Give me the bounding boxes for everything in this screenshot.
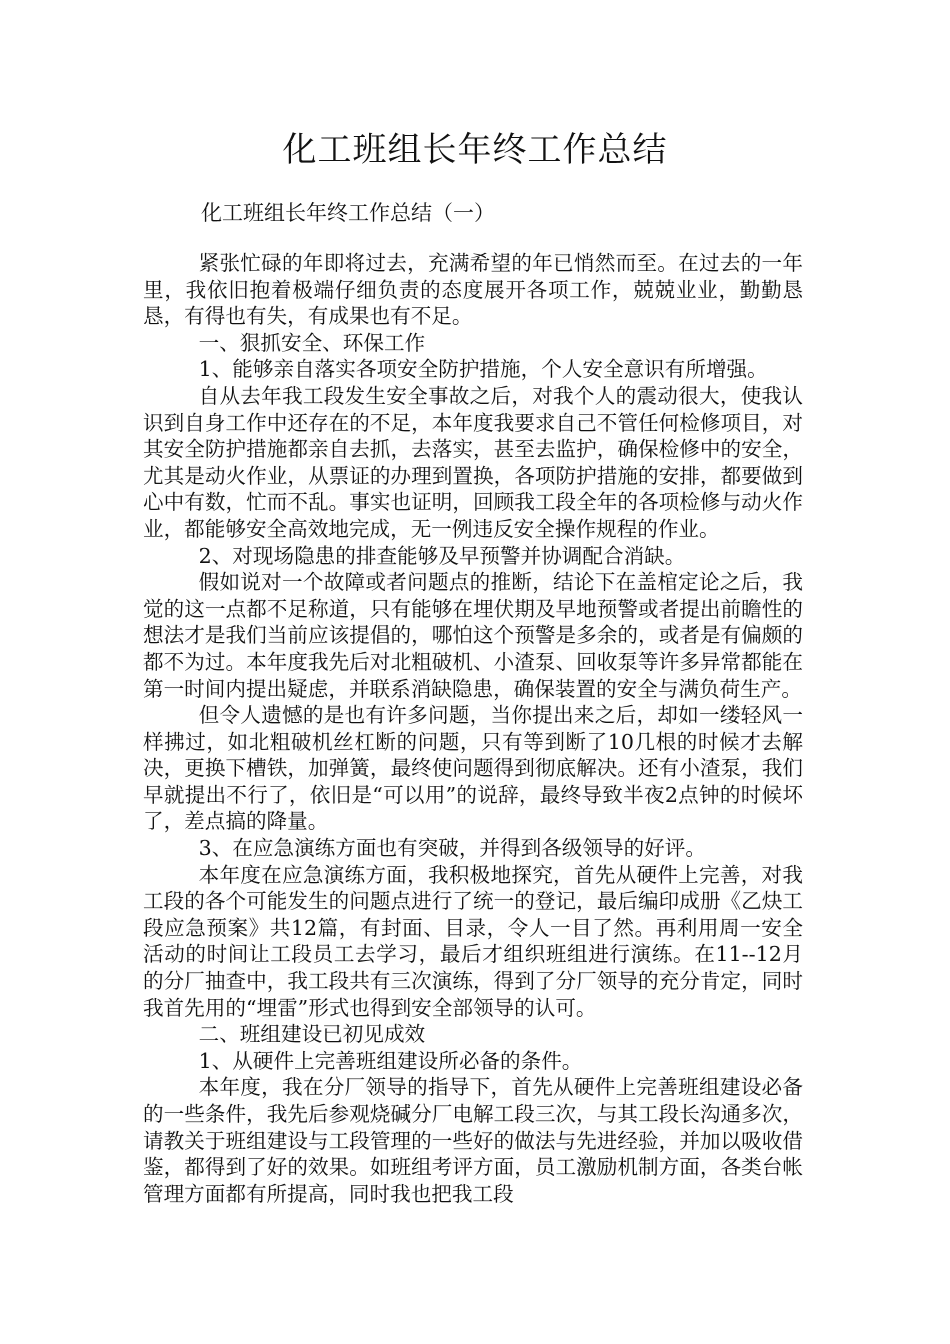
paragraph: 但令人遗憾的是也有许多问题，当你提出来之后，却如一缕轻风一样拂过，如北粗破机丝杠断的问题，只有等到断了10几根的时候才去解决，更换下槽铁，加弹簧，最终使问题得到彻底解决。还有小渣泵，我们早就提出不行了，依旧是“可以用”的说辞，最终导致半夜2点钟的时候坏了，差点搞的降量。: [143, 703, 803, 834]
paragraph: 紧张忙碌的年即将过去，充满希望的年已悄然而至。在过去的一年里，我依旧抱着极端仔细负责的态度展开各项工作，兢兢业业，勤勤恳恳，有得也有失，有成果也有不足。: [143, 251, 803, 329]
paragraph: 本年度，我在分厂领导的指导下，首先从硬件上完善班组建设必备的一些条件，我先后参观烧碱分厂电解工段三次，与其工段长沟通多次，请教关于班组建设与工段管理的一些好的做法与先进经验，并加以吸收借鉴，都得到了好的效果。如班组考评方面，员工激励机制方面，各类台帐管理方面都有所提高，同时我也把我工段: [143, 1075, 803, 1206]
section-heading: 二、班组建设已初见成效: [198, 1022, 426, 1047]
paragraph: 假如说对一个故障或者问题点的推断，结论下在盖棺定论之后，我觉的这一点都不足称道，只有能够在埋伏期及早地预警或者提出前瞻性的想法才是我们当前应该提倡的，哪怕这个预警是多余的，或者是有偏颇的都不为过。本年度我先后对北粗破机、小渣泵、回收泵等许多异常都能在第一时间内提出疑虑，并联系消缺隐患，确保装置的安全与满负荷生产。: [143, 570, 803, 701]
document-title: 化工班组长年终工作总结: [282, 130, 668, 170]
subsection-heading: 1、从硬件上完善班组建设所必备的条件。: [198, 1048, 583, 1073]
section-heading: 一、狠抓安全、环保工作: [198, 330, 426, 355]
document-subtitle: 化工班组长年终工作总结（一）: [201, 201, 495, 225]
subsection-heading: 2、对现场隐患的排查能够及早预警并协调配合消缺。: [198, 543, 686, 568]
subsection-heading: 3、在应急演练方面也有突破，并得到各级领导的好评。: [198, 836, 706, 861]
subsection-heading: 1、能够亲自落实各项安全防护措施，个人安全意识有所增强。: [198, 357, 768, 382]
document-body: [143, 250, 803, 1207]
paragraph: 本年度在应急演练方面，我积极地探究，首先从硬件上完善，对我工段的各个可能发生的问题点进行了统一的登记，最后编印成册《乙炔工段应急预案》共12篇，有封面、目录，令人一目了然。再利用周一安全活动的时间让工段员工去学习，最后才组织班组进行演练。在11--12月的分厂抽查中，我工段共有三次演练，得到了分厂领导的充分肯定，同时我首先用的“埋雷”形式也得到安全部领导的认可。: [143, 862, 803, 1020]
paragraph: 自从去年我工段发生安全事故之后，对我个人的震动很大，使我认识到自身工作中还存在的不足，本年度我要求自己不管任何检修项目，对其安全防护措施都亲自去抓，去落实，甚至去监护，确保检修中的安全，尤其是动火作业，从票证的办理到置换，各项防护措施的安排，都要做到心中有数，忙而不乱。事实也证明，回顾我工段全年的各项检修与动火作业，都能够安全高效地完成，无一例违反安全操作规程的作业。: [143, 383, 803, 541]
